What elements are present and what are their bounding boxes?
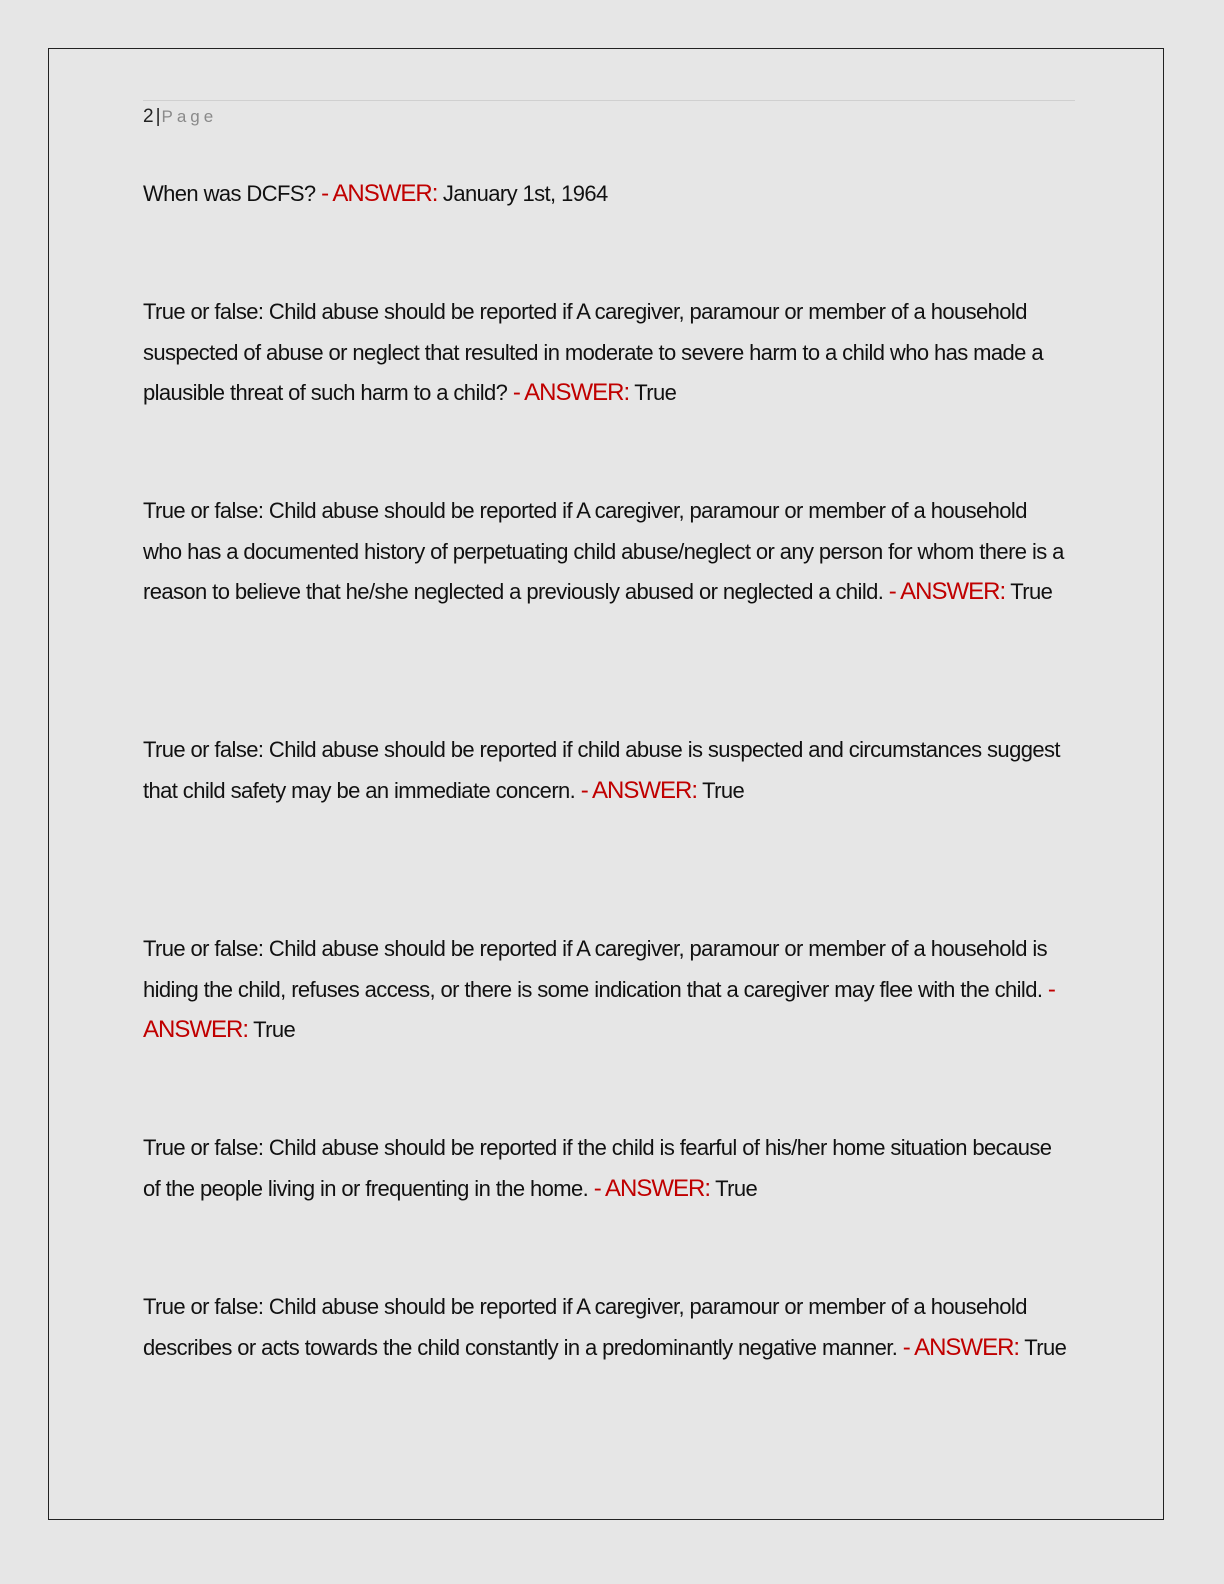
answer-text: True	[697, 777, 745, 803]
page-header	[143, 106, 217, 128]
question-text: True or false: Child abuse should be reported if A caregiver, paramour or member of a household suspected of abuse or neglect that resulted in moderate to severe harm to a child who has made a plausible threat of such harm to a child?	[143, 299, 1043, 405]
qa-item-2	[143, 292, 1068, 414]
question-text: True or false: Child abuse should be reported if the child is fearful of his/her home situation because of the people living in or frequenting in the home.	[143, 1135, 1052, 1201]
page-label: Page	[161, 107, 218, 126]
question-text: True or false: Child abuse should be reported if A caregiver, paramour or member of a household is hiding the child, refuses access, or there is some indication that a caregiver may flee with the child.	[143, 936, 1048, 1002]
question-text: True or false: Child abuse should be reported if child abuse is suspected and circumstances suggest that child safety may be an immediate concern.	[143, 737, 1060, 803]
answer-text: True	[248, 1017, 296, 1042]
answer-label: - ANSWER:	[580, 776, 698, 804]
qa-item-6	[143, 1128, 1068, 1209]
question-text: True or false: Child abuse should be reported if A caregiver, paramour or member of a household who has a documented history of perpetuating child abuse/neglect or any person for whom there is a reason to believe that he/she neglected a previously abused or neglected a child.	[143, 498, 1064, 604]
answer-label: - ANSWER:	[902, 1333, 1020, 1361]
qa-item-4	[143, 730, 1068, 811]
qa-item-1	[143, 174, 1068, 215]
answer-text: True	[629, 380, 677, 405]
header-divider	[143, 100, 1075, 101]
answer-text: True	[1019, 1334, 1067, 1360]
page-number: 2	[143, 106, 154, 127]
answer-label: - ANSWER:	[143, 975, 1055, 1043]
answer-text: True	[710, 1175, 758, 1201]
answer-label: - ANSWER:	[321, 180, 438, 207]
answer-text: January 1st, 1964	[437, 181, 608, 206]
question-text: When was DCFS?	[143, 181, 322, 206]
header-separator: |	[155, 106, 161, 127]
qa-item-7	[143, 1287, 1068, 1368]
question-text: True or false: Child abuse should be reported if A caregiver, paramour or member of a household describes or acts towards the child constantly in a predominantly negative manner.	[143, 1294, 1027, 1360]
answer-label: - ANSWER:	[888, 578, 1006, 605]
qa-item-5	[143, 929, 1068, 1051]
answer-text: True	[1005, 579, 1053, 604]
answer-label: - ANSWER:	[512, 379, 630, 406]
qa-item-3	[143, 491, 1068, 613]
answer-label: - ANSWER:	[593, 1174, 711, 1202]
